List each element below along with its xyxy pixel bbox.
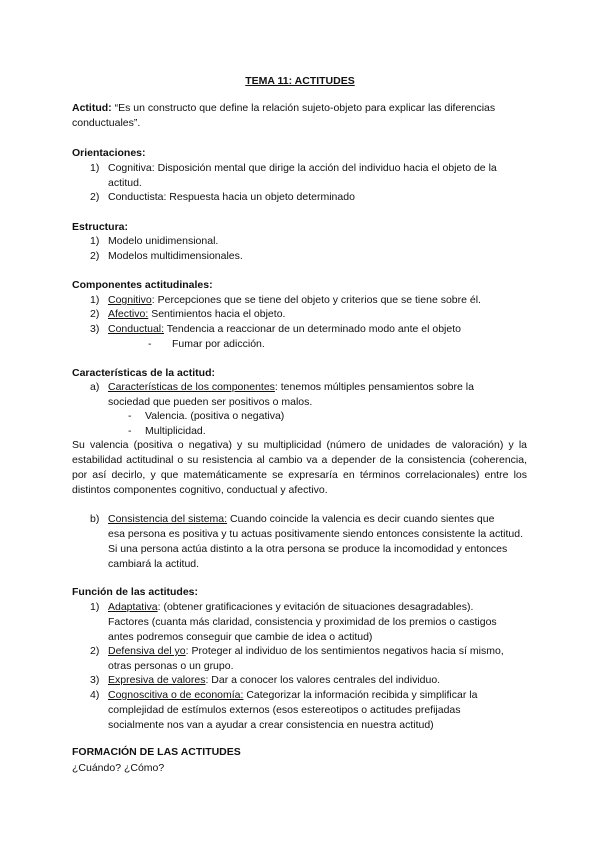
definition-text: Sentimientos hacia el objeto. (148, 308, 286, 320)
item-cognoscitiva-cont: complejidad de estímulos externos (esos estereotipos o actitudes prefijadas socialmente nos van a ayudar a crear consistencia en nuestra actitud) (108, 704, 461, 731)
term-caracteristicas-componentes: Características de los componentes (108, 381, 275, 393)
definition-text: : tenemos múltiples pensamientos sobre la (274, 381, 474, 393)
list-item-unidimensional: Modelo unidimensional. (108, 235, 219, 247)
list-number: 1) (90, 162, 100, 174)
formacion-question: ¿Cuándo? ¿Cómo? (72, 762, 165, 774)
list-item-cognitiva: Cognitiva: Disposición mental que dirige la acción del individuo hacia el objeto de la (108, 162, 497, 174)
estructura-heading: Estructura: (72, 221, 129, 233)
list-number: 3) (90, 674, 100, 686)
list-number: 2) (90, 191, 100, 203)
list-item-multidimensionales: Modelos multidimensionales. (108, 250, 243, 262)
sub-item-fumar: Fumar por adicción. (172, 338, 265, 350)
term-cognoscitiva: Cognoscitiva o de economía: (108, 689, 244, 701)
item-caracteristicas-componentes (108, 380, 474, 395)
item-consistencia-sistema-cont: esa persona es positiva y tu actuas positivamente siendo entonces consistente la actitud. Si una persona actúa distinto a la otra persona se produce la incomodidad y entonces cambiará la actitud. (108, 528, 523, 570)
list-number: 1) (90, 294, 100, 306)
actitud-definition-line1 (72, 101, 495, 116)
item-adaptativa-cont: Factores (cuanta más claridad, consistencia y proximidad de los premios o castigos antes podremos conseguir que cambie de idea o actitud) (108, 616, 497, 643)
actitud-text: “Es un constructo que define la relación sujeto-objeto para explicar las diferencias (114, 102, 496, 114)
item-adaptativa (108, 600, 473, 615)
item-consistencia-sistema (108, 512, 494, 527)
list-number: 2) (90, 308, 100, 320)
list-item-conductista: Conductista: Respuesta hacia un objeto determinado (108, 191, 355, 203)
sub-item-multiplicidad: Multiplicidad. (145, 425, 206, 437)
dash-bullet: - (148, 338, 152, 350)
definition-text: : Dar a conocer los valores centrales del individuo. (205, 674, 441, 686)
list-item-afectivo (108, 307, 285, 322)
term-cognitivo: Cognitivo (108, 294, 152, 306)
definition-text: : Percepciones que se tiene del objeto y criterios que se tiene sobre él. (151, 294, 481, 306)
list-number: 3) (90, 323, 100, 335)
item-caracteristicas-componentes-cont: sociedad que pueden ser positivos o malos. (108, 396, 313, 408)
list-number: 2) (90, 645, 100, 657)
sub-item-valencia: Valencia. (positiva o negativa) (145, 410, 285, 422)
definition-text: Categorizar la información recibida y simplificar la (243, 689, 478, 701)
page-title: TEMA 11: ACTITUDES (245, 75, 355, 87)
caracteristicas-heading: Características de la actitud: (72, 367, 215, 379)
actitud-label: Actitud: (72, 102, 112, 114)
list-letter: a) (90, 381, 100, 393)
dash-bullet: - (128, 425, 132, 437)
item-cognoscitiva (108, 688, 477, 703)
list-item-cognitivo (108, 293, 481, 308)
definition-text: : (obtener gratificaciones y evitación de situaciones desagradables). (157, 601, 474, 613)
formacion-heading: FORMACIÓN DE LAS ACTITUDES (72, 746, 241, 758)
definition-text: Cuando coincide la valencia es decir cuando sientes que (227, 513, 495, 525)
term-afectivo: Afectivo: (108, 308, 149, 320)
definition-text: Tendencia a reaccionar de un determinado modo ante el objeto (164, 323, 461, 335)
dash-bullet: - (128, 410, 132, 422)
list-number: 2) (90, 250, 100, 262)
orientaciones-heading: Orientaciones: (72, 147, 146, 159)
actitud-definition-line2: conductuales”. (72, 117, 141, 129)
term-consistencia-sistema: Consistencia del sistema: (108, 513, 228, 525)
item-expresiva (108, 673, 440, 688)
funcion-heading: Función de las actitudes: (72, 586, 199, 598)
definition-text: : Proteger al individuo de los sentimientos negativos hacia sí mismo, (185, 645, 504, 657)
item-defensiva-cont: otras personas o un grupo. (108, 660, 234, 672)
paragraph-valencia: Su valencia (positiva o negativa) y su multiplicidad (número de unidades de valoración) y la estabilidad actitudinal o su resistencia al cambio va a depender de la consistencia (coherencia, por así decirlo, y que matemáticamente se expresaría en términos correlacionales) entre los distintos componentes cognitivo, conductual y afectivo. (72, 439, 527, 496)
list-letter: b) (90, 513, 100, 525)
term-adaptativa: Adaptativa (108, 601, 158, 613)
term-defensiva: Defensiva del yo (108, 645, 186, 657)
term-expresiva: Expresiva de valores (108, 674, 206, 686)
list-number: 1) (90, 235, 100, 247)
list-item-conductual (108, 322, 461, 337)
list-item-cognitiva-cont: actitud. (108, 177, 142, 189)
item-defensiva (108, 644, 504, 659)
term-conductual: Conductual: (108, 323, 165, 335)
componentes-heading: Componentes actitudinales: (72, 279, 213, 291)
list-number: 4) (90, 689, 100, 701)
list-number: 1) (90, 601, 100, 613)
